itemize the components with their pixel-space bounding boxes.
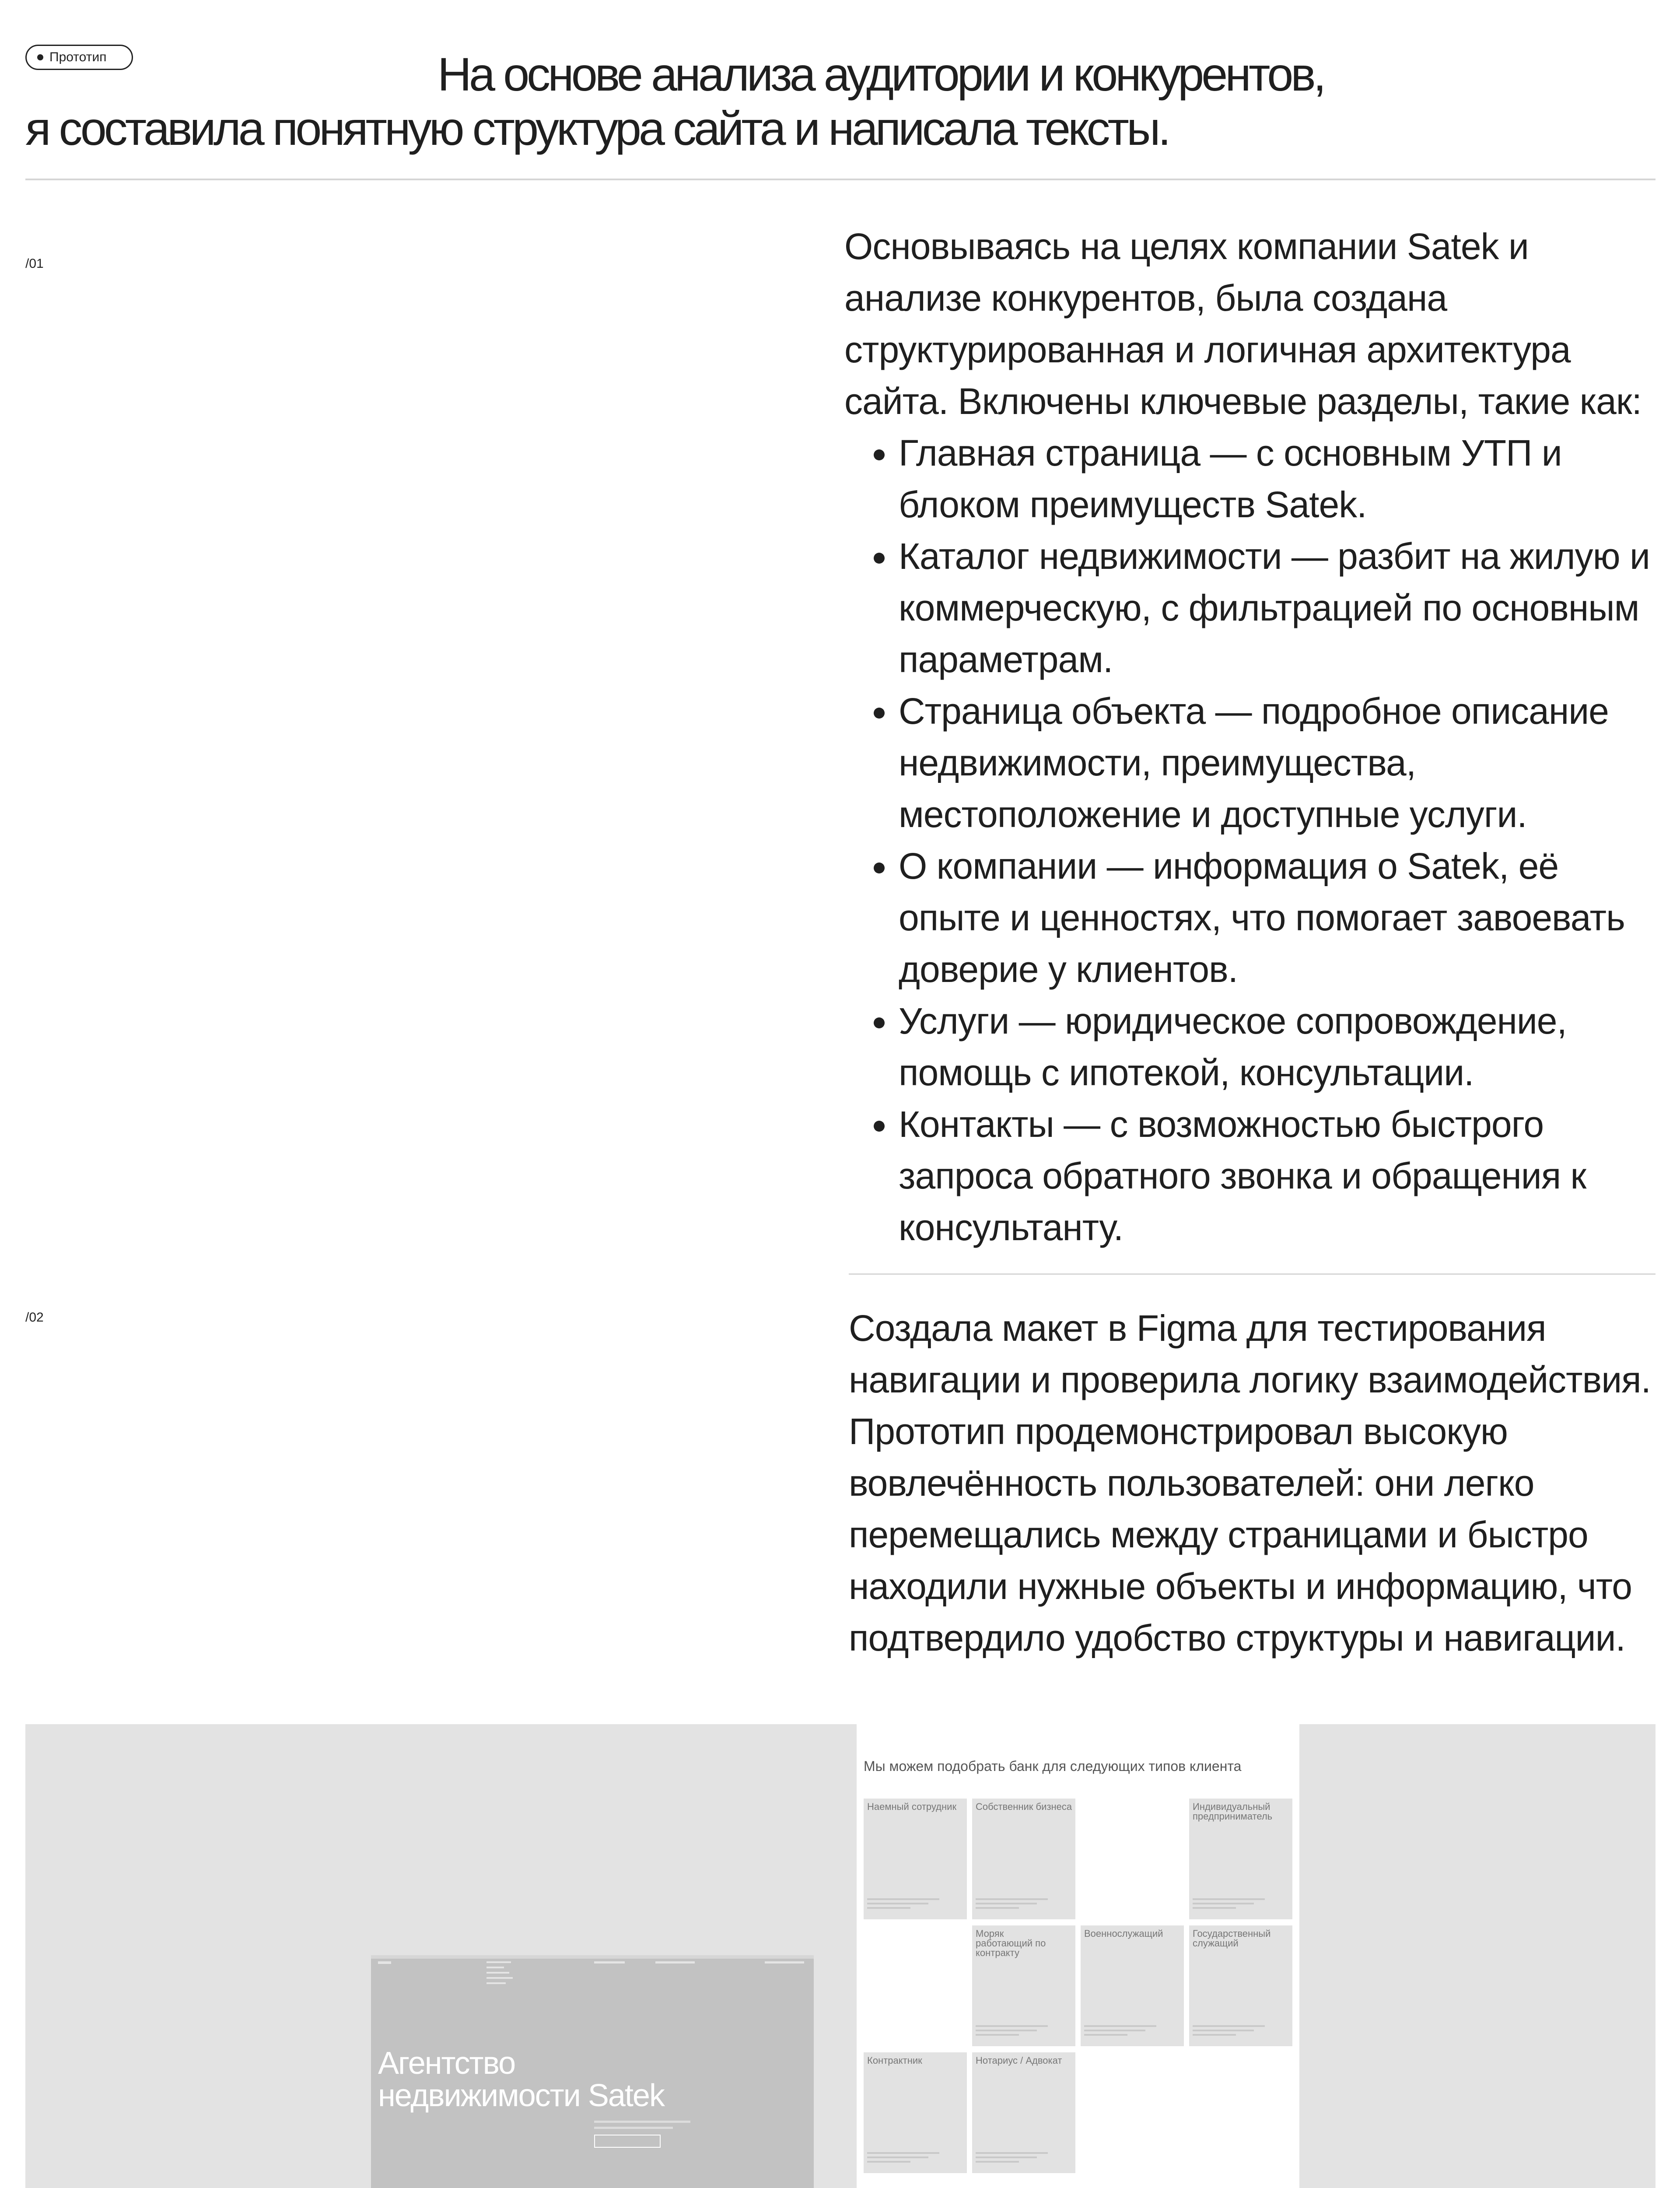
mockup-bank-title: Мы можем подобрать банк для следующих типов клиента	[864, 1758, 1242, 1774]
mockup-client-card[interactable]	[972, 2052, 1075, 2173]
section-01-intro: Основываясь на целях компании Satek и анализе конкурентов, была создана структурированная и логичная архитектура сайта. Включены ключевые разделы, такие как:	[844, 226, 1642, 422]
card-label: Военнослужащий	[1084, 1928, 1163, 1939]
list-item: • О компании — информация о Satek, её опыте и ценностях, что помогает завоевать доверие у клиентов.	[899, 840, 1658, 995]
prototype-gallery	[25, 1724, 1656, 2188]
header-divider	[25, 179, 1656, 180]
mockup-client-card[interactable]	[972, 1925, 1075, 2046]
mockup-hero-title	[378, 2047, 664, 2112]
list-item: • Контакты — с возможностью быстрого запроса обратного звонка и обращения к консультанту.	[899, 1098, 1658, 1253]
mockup-client-card[interactable]	[972, 1799, 1075, 1919]
hero-subtitle-line	[594, 2127, 673, 2129]
card-label: Наемный сотрудник	[867, 1801, 957, 1812]
card-label: Контрактник	[867, 2055, 922, 2066]
mockup-client-card[interactable]	[1189, 1799, 1292, 1919]
section-01-list	[844, 427, 1658, 1253]
mockup-nav-bar	[371, 1955, 814, 1959]
list-item: • Услуги — юридическое сопровождение, помощь с ипотекой, консультации.	[899, 995, 1658, 1098]
mockup-nav-callback	[765, 1961, 804, 1964]
card-label: Нотариус / Адвокат	[976, 2055, 1062, 2066]
hero-title-line-1: Агентство	[378, 2046, 515, 2081]
prototype-tag-label: Прототип	[49, 50, 107, 64]
section-number-02: /02	[25, 1310, 44, 1325]
mockup-client-card[interactable]	[1081, 1925, 1184, 2046]
card-label: Индивидуальный предприниматель	[1193, 1801, 1273, 1822]
mockup-nav-phone	[655, 1961, 695, 1964]
section-number-01: /01	[25, 256, 44, 271]
headline-line-1: На основе анализа аудитории и конкурентов,	[438, 48, 1324, 101]
mockup-client-card[interactable]	[1189, 1925, 1292, 2046]
list-item: • Главная страница — с основным УТП и блоком преимуществ Satek.	[899, 427, 1658, 530]
services-mockup	[857, 1724, 1299, 2188]
card-label: Моряк работающий по контракту	[976, 1928, 1046, 1958]
list-item: • Каталог недвижимости — разбит на жилую и коммерческую, с фильтрацией по основным параметрам.	[899, 530, 1658, 685]
mockup-client-card[interactable]	[864, 1799, 967, 1919]
list-item: • Страница объекта — подробное описание недвижимости, преимущества, местоположение и доступные услуги.	[899, 685, 1658, 840]
page-headline	[25, 47, 1644, 156]
section-02-text: Создала макет в Figma для тестирования навигации и проверила логику взаимодействия. Прототип продемонстрировал высокую вовлечённость пользователей: они легко перемещались между страницами и быстро находили нужные объекты и информацию, что подтвердило удобство структуры и навигации.	[849, 1308, 1651, 1659]
section-divider	[849, 1273, 1656, 1275]
card-label: Государственный служащий	[1193, 1928, 1271, 1949]
hero-subtitle-line	[594, 2121, 690, 2123]
section-01-text	[844, 221, 1658, 1253]
mockup-nav-menu	[486, 1961, 513, 1988]
mockup-hero-button[interactable]	[594, 2135, 661, 2148]
homepage-mockup	[371, 1955, 814, 2188]
hero-title-line-2: недвижимости Satek	[378, 2078, 664, 2113]
card-label: Собственник бизнеса	[976, 1801, 1072, 1812]
mockup-hero	[371, 1955, 814, 2188]
mockup-client-card[interactable]	[864, 2052, 967, 2173]
mockup-nav-link	[594, 1961, 625, 1964]
mockup-nav-logo	[378, 1961, 391, 1964]
headline-line-2: я составила понятную структура сайта и написала тексты.	[25, 102, 1169, 155]
